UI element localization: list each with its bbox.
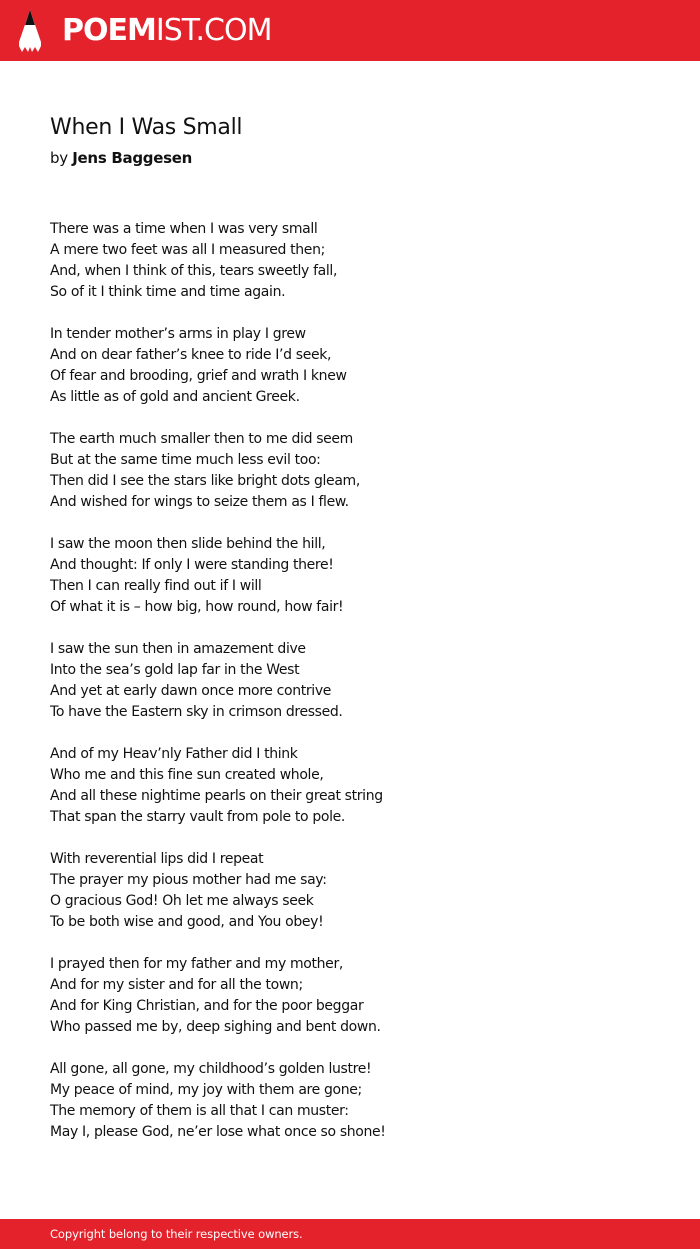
- poem-line: I prayed then for my father and my mother,: [50, 956, 343, 972]
- logo-text-light: IST.COM: [155, 12, 272, 48]
- poem-line: A mere two feet was all I measured then;: [50, 242, 325, 258]
- poem-line: Then I can really find out if I will: [50, 578, 262, 594]
- poem-stanza: [50, 639, 610, 723]
- poem-line: All gone, all gone, my childhood’s golden lustre!: [50, 1061, 372, 1077]
- poem-stanza: [50, 429, 610, 513]
- poem-stanza: [50, 534, 610, 618]
- poem-stanza: [50, 1059, 610, 1143]
- poem-line: And wished for wings to seize them as I flew.: [50, 494, 349, 510]
- poem-line: And yet at early dawn once more contrive: [50, 683, 332, 699]
- poem-line: The memory of them is all that I can muster:: [50, 1103, 349, 1119]
- poem-line: And thought: If only I were standing there!: [50, 557, 334, 573]
- poem-line: And for my sister and for all the town;: [50, 977, 303, 993]
- logo-text-bold: POEM: [62, 12, 156, 48]
- poem-line: There was a time when I was very small: [50, 221, 318, 237]
- poem-line: But at the same time much less evil too:: [50, 452, 321, 468]
- poem-line: In tender mother’s arms in play I grew: [50, 326, 306, 342]
- poem-byline: [50, 149, 192, 167]
- poem-line: Of what it is – how big, how round, how fair!: [50, 599, 344, 615]
- pencil-icon[interactable]: [18, 10, 42, 52]
- poem-line: Of fear and brooding, grief and wrath I knew: [50, 368, 347, 384]
- poem-line: To be both wise and good, and You obey!: [50, 914, 324, 930]
- poem-line: I saw the sun then in amazement dive: [50, 641, 306, 657]
- copyright-text: Copyright belong to their respective owners.: [50, 1227, 303, 1241]
- site-logo[interactable]: [62, 12, 272, 48]
- poem-line: With reverential lips did I repeat: [50, 851, 264, 867]
- poem-line: And, when I think of this, tears sweetly fall,: [50, 263, 338, 279]
- byline-prefix: by: [50, 149, 68, 167]
- poem-line: I saw the moon then slide behind the hill,: [50, 536, 326, 552]
- poem-stanza: [50, 954, 610, 1038]
- poem-line: Into the sea’s gold lap far in the West: [50, 662, 300, 678]
- poem-line: So of it I think time and time again.: [50, 284, 286, 300]
- poem-line: Then did I see the stars like bright dots gleam,: [50, 473, 360, 489]
- poem-stanza: [50, 324, 610, 408]
- poem-stanza: [50, 219, 610, 303]
- poem-line: To have the Eastern sky in crimson dressed.: [50, 704, 343, 720]
- poem-line: And all these nightime pearls on their great string: [50, 788, 383, 804]
- poem-line: And for King Christian, and for the poor beggar: [50, 998, 364, 1014]
- poem-body: [50, 219, 610, 1164]
- poem-stanza: [50, 744, 610, 828]
- poem-line: My peace of mind, my joy with them are gone;: [50, 1082, 362, 1098]
- poem-line: That span the starry vault from pole to pole.: [50, 809, 345, 825]
- site-header: [0, 0, 700, 61]
- poem-line: The earth much smaller then to me did seem: [50, 431, 353, 447]
- poem-line: May I, please God, ne’er lose what once so shone!: [50, 1124, 386, 1140]
- site-footer: [0, 1219, 700, 1249]
- poem-line: Who passed me by, deep sighing and bent down.: [50, 1019, 381, 1035]
- poem-line: And on dear father’s knee to ride I’d seek,: [50, 347, 332, 363]
- poem-stanza: [50, 849, 610, 933]
- poem-line: As little as of gold and ancient Greek.: [50, 389, 300, 405]
- poem-line: Who me and this fine sun created whole,: [50, 767, 324, 783]
- poem-line: And of my Heav’nly Father did I think: [50, 746, 298, 762]
- poem-line: The prayer my pious mother had me say:: [50, 872, 327, 888]
- poem-line: O gracious God! Oh let me always seek: [50, 893, 314, 909]
- poem-title: When I Was Small: [50, 115, 243, 140]
- poem-author: Jens Baggesen: [72, 149, 192, 167]
